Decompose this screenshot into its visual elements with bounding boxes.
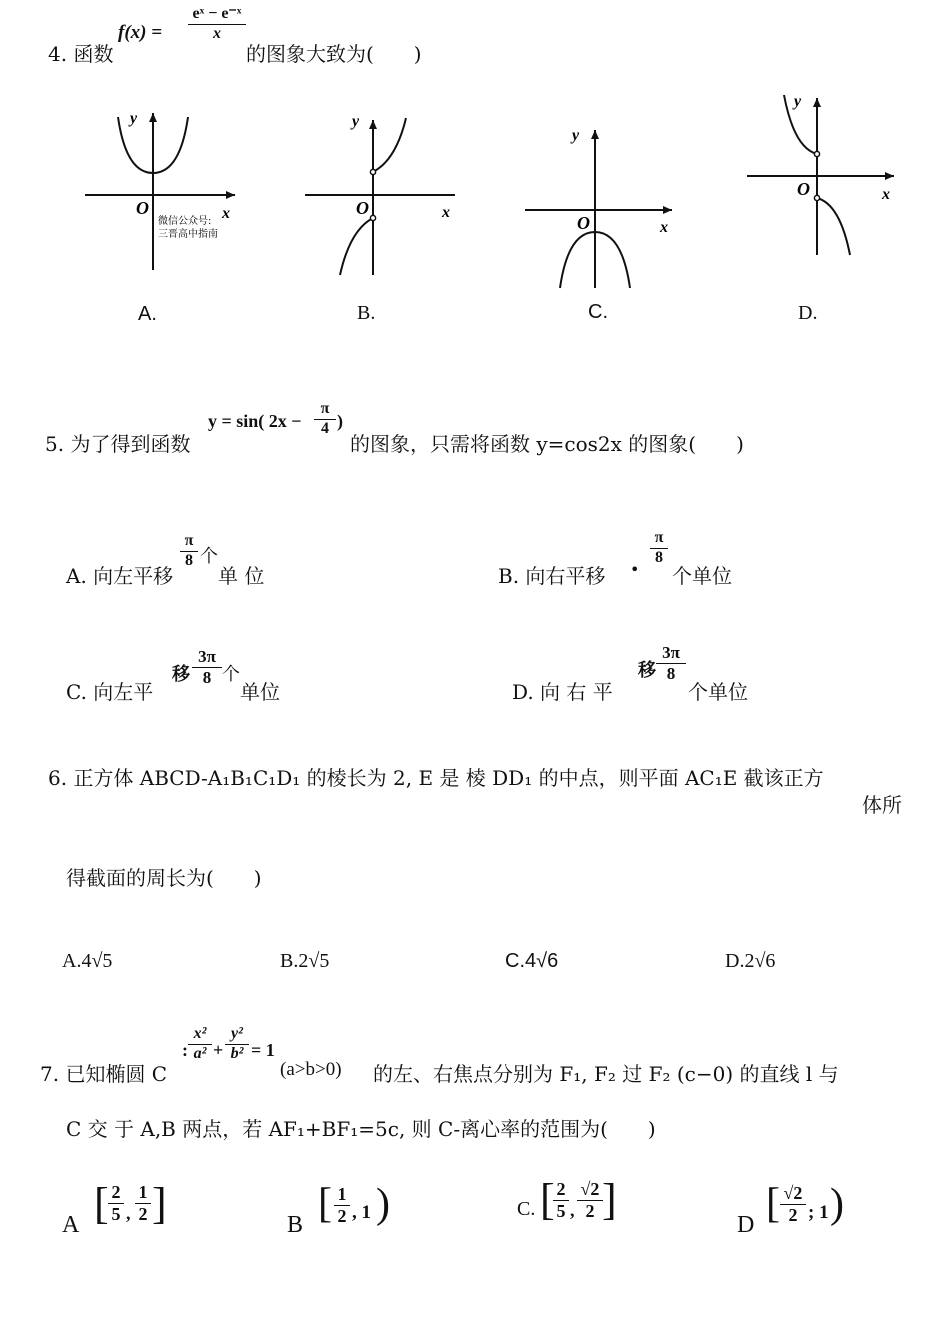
y-axis-arrow (369, 120, 377, 129)
q5-function-close: ) (337, 411, 343, 431)
x-label: x (660, 219, 668, 236)
option-b-label: B. (357, 302, 376, 324)
q7-option-b-paren-close: ) (376, 1181, 390, 1227)
q6-stem-line1: 6. 正方体 ABCD-A₁B₁C₁D₁ 的棱长为 2, E 是 棱 DD₁ 的中点，则平面 AC₁E 截该正方 (48, 766, 824, 790)
q6-stem-line1-wrap: 体所 (862, 793, 902, 817)
graph-d (742, 90, 907, 260)
fraction-numerator: π (320, 400, 330, 417)
q5-option-d-suffix: 个单位 (688, 680, 748, 704)
x-label: x (222, 205, 230, 222)
q5-option-b-fraction (650, 530, 668, 567)
q7-option-c-frac2 (577, 1180, 603, 1221)
fraction-denominator: b² (230, 1044, 244, 1062)
curve-right (373, 118, 406, 172)
fraction-numerator: 2 (556, 1179, 566, 1199)
fraction-numerator: 3π (662, 643, 680, 662)
curve-right (817, 198, 850, 255)
fraction-denominator: 4 (321, 419, 329, 437)
fraction-numerator: 1 (138, 1182, 148, 1202)
q6-stem-line2: 得截面的周长为( ) (66, 866, 262, 890)
x-axis-arrow (226, 191, 235, 199)
q7-colon: : (182, 1040, 188, 1060)
open-point (814, 151, 819, 156)
q7-option-c-bracket-close: ] (602, 1175, 617, 1224)
option-d-label: D. (798, 302, 818, 324)
comma: , (570, 1200, 575, 1220)
fraction-denominator: 8 (666, 663, 676, 683)
fraction-numerator: π (654, 529, 664, 546)
fraction-denominator: 2 (138, 1203, 148, 1224)
q7-option-b-bracket-open: [ (318, 1181, 332, 1227)
origin-label: O (577, 213, 590, 233)
q7-option-d-bracket-open: [ (766, 1181, 780, 1227)
y-axis-arrow (149, 113, 157, 122)
fraction-denominator: 2 (337, 1205, 347, 1226)
x-label: x (442, 204, 450, 221)
q7-option-a-frac1 (108, 1183, 124, 1224)
q7-stem-mid: 的左、右焦点分别为 F₁, F₂ 过 F₂ (c−0) 的直线 l 与 (373, 1062, 839, 1086)
open-point (814, 195, 819, 200)
origin-label: O (136, 198, 149, 218)
x-axis-arrow (885, 172, 894, 180)
q7-option-b-end: , 1 (352, 1202, 371, 1223)
graph-c (520, 120, 685, 290)
x-axis-arrow (663, 206, 672, 214)
q4-formula-numerator: eˣ − e⁻ˣ (192, 5, 242, 22)
q5-option-c-prefix: C. 向左平 (66, 680, 154, 704)
q7-stem-prefix: 7. 已知椭圆 C (40, 1062, 168, 1086)
curve-left (340, 218, 373, 275)
q7-option-c-label: C. (517, 1198, 536, 1220)
fraction-denominator: a² (193, 1044, 207, 1062)
open-point (370, 215, 375, 220)
q5-option-a-ge: 个 (200, 546, 218, 567)
fraction-denominator: 5 (111, 1203, 121, 1224)
fraction-numerator: x² (193, 1025, 207, 1042)
y-label: y (130, 110, 138, 127)
q5-option-b-dot: • (630, 560, 640, 579)
q5-option-b-suffix: 个单位 (672, 564, 732, 588)
option-c-label: C. (588, 301, 608, 323)
fraction-numerator: π (184, 532, 194, 549)
fraction-denominator: 2 (585, 1200, 595, 1221)
y-axis-arrow (813, 98, 821, 107)
q7-option-b-frac (334, 1185, 350, 1226)
fraction-numerator: 1 (337, 1184, 347, 1204)
q7-option-d-label: D (737, 1212, 755, 1238)
graph-a (80, 105, 245, 275)
watermark-line-2: 三晋高中指南 (158, 229, 218, 240)
q5-function-fraction (314, 401, 336, 438)
q7-option-b-label: B (287, 1212, 304, 1238)
y-label: y (794, 93, 802, 110)
q5-option-b-prefix: B. 向右平移 (498, 564, 606, 588)
q5-option-a-fraction (180, 533, 198, 570)
fraction-denominator: 2 (788, 1204, 798, 1225)
q5-option-c-ge: 个 (222, 664, 240, 685)
q7-option-a-label: A (62, 1212, 80, 1238)
q5-option-c-suffix: 单位 (240, 680, 280, 704)
q7-plus: + (213, 1040, 224, 1060)
q7-option-d-frac (780, 1184, 806, 1225)
q5-option-c-yi: 移 (172, 664, 190, 685)
q5-stem-prefix: 5. 为了得到函数 (45, 432, 191, 456)
q6-option-c: C.4√6 (505, 950, 559, 972)
fraction-denominator: 5 (556, 1200, 566, 1221)
fraction-numerator: 3π (198, 647, 216, 666)
q7-option-a-bracket-open: [ (94, 1179, 109, 1228)
y-axis-arrow (591, 130, 599, 139)
q7-condition: (a>b>0) (280, 1059, 342, 1080)
q4-fx: f(x) = (118, 22, 163, 43)
fraction-numerator: y² (231, 1025, 243, 1042)
q6-option-a: A.4√5 (62, 950, 113, 972)
q4-formula-fraction (188, 6, 246, 43)
q6-option-b: B.2√5 (280, 950, 330, 972)
q5-option-d-fraction (656, 644, 686, 683)
fraction-numerator: √2 (580, 1179, 600, 1199)
q5-option-a-prefix: A. 向左平移 (66, 564, 174, 588)
origin-label: O (797, 179, 810, 199)
watermark-line-1: 微信公众号: (158, 216, 212, 227)
y-label: y (572, 127, 580, 144)
fraction-denominator: 8 (185, 551, 193, 569)
q7-option-a-bracket-close: ] (152, 1179, 167, 1228)
q7-stem-line2: C 交 于 A,B 两点，若 AF₁+BF₁=5c, 则 C-离心率的范围为( ) (66, 1117, 656, 1141)
q4-formula-denominator: x (213, 24, 221, 42)
q4-stem-prefix: 4. 函数 (48, 42, 114, 66)
origin-label: O (356, 198, 369, 218)
fraction-numerator: √2 (783, 1183, 803, 1203)
q7-option-a-frac2 (135, 1183, 151, 1224)
fraction-denominator: 8 (202, 667, 212, 687)
q5-stem-suffix: 的图象，只需将函数 y=cos2x 的图象( ) (350, 432, 744, 456)
q7-option-d-end: ; 1 (808, 1202, 829, 1223)
q7-equals-one: = 1 (251, 1040, 275, 1060)
q5-option-c-fraction (192, 648, 222, 687)
q5-option-d-yi: 移 (638, 660, 656, 681)
fraction-denominator: 8 (655, 548, 663, 566)
option-a-label: A. (138, 303, 157, 325)
q5-function: y = sin( 2x − (208, 411, 302, 431)
graph-b (300, 110, 465, 280)
q4-stem-suffix: 的图象大致为( ) (246, 42, 422, 66)
q7-option-c-bracket-open: [ (540, 1175, 555, 1224)
q5-option-a-suffix: 单 位 (218, 564, 265, 588)
fraction-numerator: 2 (111, 1182, 121, 1202)
q7-option-c-frac1 (553, 1180, 569, 1221)
q7-fraction-x (188, 1026, 212, 1063)
q7-fraction-y (225, 1026, 249, 1063)
q6-option-d: D.2√6 (725, 950, 776, 972)
q5-option-d-prefix: D. 向 右 平 (512, 680, 613, 704)
x-label: x (882, 186, 890, 203)
open-point (370, 169, 375, 174)
y-label: y (352, 113, 360, 130)
comma: , (126, 1203, 131, 1223)
q7-option-d-paren-close: ) (830, 1181, 844, 1227)
